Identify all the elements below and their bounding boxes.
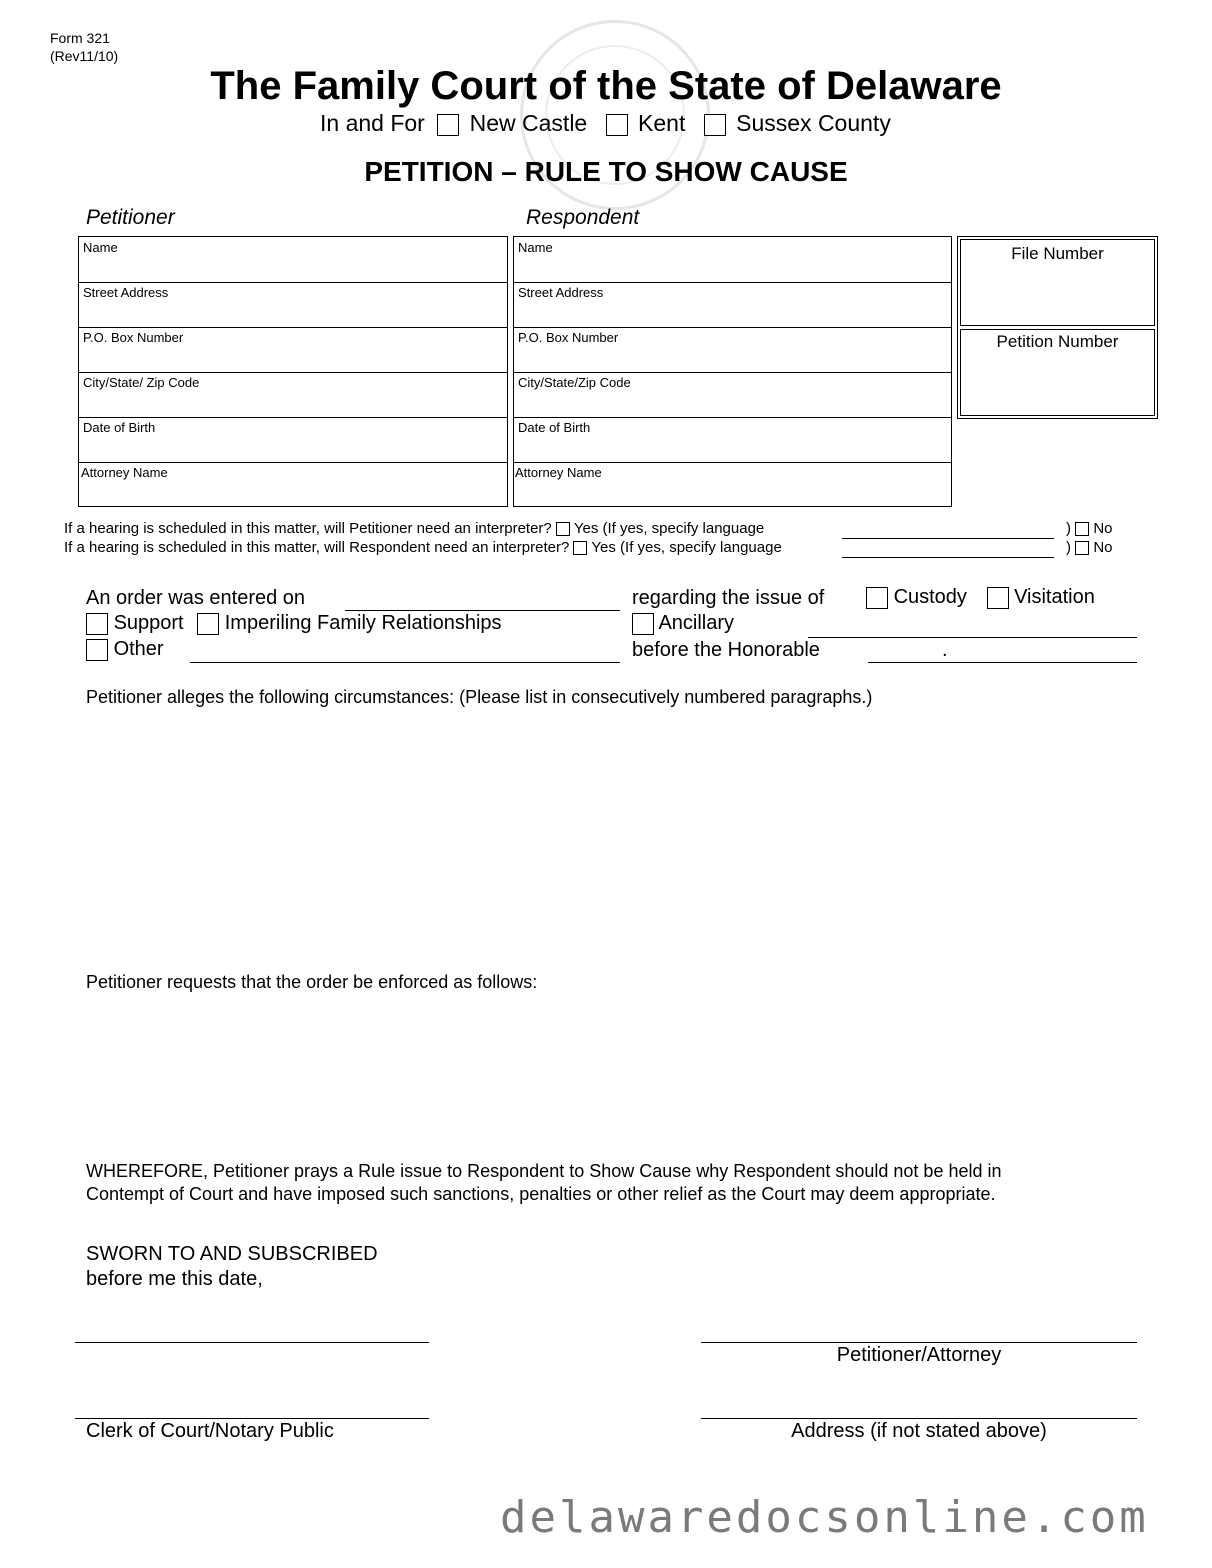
petition-number-label: Petition Number [996, 332, 1119, 351]
petitioner-interpreter-no-checkbox[interactable] [1075, 522, 1089, 536]
imperiling-label: Imperiling Family Relationships [224, 612, 502, 634]
wherefore-line-2: Contempt of Court and have imposed such sanctions, penalties or other relief as the Court may deem appropriate. [86, 1184, 996, 1204]
court-title: The Family Court of the State of Delaware [210, 64, 1002, 108]
petition-title: PETITION – RULE TO SHOW CAUSE [364, 156, 848, 187]
new-castle-label: New Castle [469, 110, 588, 136]
sussex-label: Sussex County [736, 110, 891, 136]
enforcement-area[interactable] [86, 1004, 1136, 1154]
visitation-label: Visitation [1014, 586, 1095, 608]
other-label: Other [113, 638, 164, 660]
form-revision: (Rev11/10) [50, 48, 119, 64]
ancillary-row [632, 612, 734, 635]
respondent-close-paren: ) [1066, 539, 1071, 556]
ancillary-line[interactable] [808, 637, 1137, 638]
alleges-instruction: Petitioner alleges the following circumstances: (Please list in consecutively numbered paragraphs.) [86, 687, 873, 707]
custody-checkbox[interactable] [866, 587, 888, 609]
respondent-pobox-field[interactable] [514, 327, 951, 372]
sussex-checkbox[interactable] [704, 114, 726, 136]
petitioner-attorney-label: Attorney Name [81, 465, 168, 480]
judge-period: . [942, 639, 948, 661]
other-line[interactable] [190, 662, 620, 663]
clerk-signature-line[interactable] [75, 1418, 429, 1419]
address-line[interactable] [701, 1418, 1137, 1419]
petitioner-interpreter-yes-checkbox[interactable] [556, 522, 570, 536]
judge-line[interactable] [868, 662, 1137, 663]
respondent-attorney-label: Attorney Name [515, 465, 602, 480]
address-label: Address (if not stated above) [791, 1420, 1047, 1442]
custody-label: Custody [893, 586, 967, 608]
respondent-name-field[interactable] [514, 237, 951, 282]
respondent-interpreter-yes-label: Yes (If yes, specify language [591, 539, 782, 556]
court-numbers-box [957, 236, 1158, 419]
respondent-interpreter-question: If a hearing is scheduled in this matter, will Respondent need an interpreter? [64, 539, 570, 556]
petitioner-interpreter-question: If a hearing is scheduled in this matter, will Petitioner need an interpreter? [64, 520, 552, 537]
respondent-interpreter-row [64, 539, 782, 556]
petitioner-interpreter-row [64, 520, 764, 537]
wherefore-line-1: WHEREFORE, Petitioner prays a Rule issue to Respondent to Show Cause why Respondent should not be held in [86, 1161, 1002, 1181]
issue-row-1 [866, 586, 1095, 609]
respondent-name-label: Name [518, 240, 553, 255]
form-number-block [50, 29, 118, 65]
site-watermark: delawaredocsonline.com [500, 1492, 1149, 1543]
petitioner-signature-line[interactable] [701, 1342, 1137, 1343]
notary-date-line[interactable] [75, 1342, 429, 1343]
wherefore-paragraph [86, 1160, 1002, 1206]
respondent-info-box [513, 236, 952, 507]
petitioner-interpreter-no [1066, 520, 1113, 537]
county-selection [320, 110, 891, 137]
respondent-pobox-label: P.O. Box Number [518, 330, 619, 345]
petitioner-street-field[interactable] [79, 282, 507, 327]
kent-checkbox[interactable] [606, 114, 628, 136]
petitioner-attorney-field[interactable] [79, 462, 507, 507]
petitioner-heading: Petitioner [86, 206, 175, 229]
issue-row-2 [86, 612, 502, 635]
regarding-label: regarding the issue of [632, 587, 825, 609]
support-label: Support [113, 612, 184, 634]
respondent-interpreter-no-label: No [1093, 539, 1113, 556]
petitioner-info-box [78, 236, 508, 507]
petitioner-interpreter-yes-label: Yes (If yes, specify language [573, 520, 765, 537]
ancillary-checkbox[interactable] [632, 613, 654, 635]
petitioner-city-label: City/State/ Zip Code [83, 375, 200, 390]
circumstances-area[interactable] [86, 720, 1136, 960]
clerk-label: Clerk of Court/Notary Public [86, 1420, 334, 1442]
respondent-interpreter-no-checkbox[interactable] [1075, 541, 1089, 555]
petitioner-language-line[interactable] [842, 538, 1054, 539]
order-entered-label: An order was entered on [86, 587, 306, 609]
respondent-street-field[interactable] [514, 282, 951, 327]
petitioner-dob-label: Date of Birth [83, 420, 156, 435]
ancillary-label: Ancillary [658, 612, 735, 634]
petitioner-pobox-label: P.O. Box Number [83, 330, 184, 345]
respondent-dob-field[interactable] [514, 417, 951, 462]
in-and-for-label: In and For [320, 110, 425, 136]
respondent-street-label: Street Address [518, 285, 604, 300]
file-number-label: File Number [1011, 244, 1104, 263]
petitioner-dob-field[interactable] [79, 417, 507, 462]
petitioner-city-field[interactable] [79, 372, 507, 417]
new-castle-checkbox[interactable] [437, 114, 459, 136]
support-checkbox[interactable] [86, 613, 108, 635]
sworn-line-2: before me this date, [86, 1268, 263, 1290]
petitioner-close-paren: ) [1066, 520, 1071, 537]
sworn-line-1: SWORN TO AND SUBSCRIBED [86, 1243, 378, 1265]
respondent-interpreter-yes-checkbox[interactable] [573, 541, 587, 555]
petitioner-attorney-label: Petitioner/Attorney [836, 1344, 1002, 1366]
file-number-field[interactable] [960, 239, 1155, 326]
petitioner-pobox-field[interactable] [79, 327, 507, 372]
petition-number-field[interactable] [960, 329, 1155, 416]
kent-label: Kent [638, 110, 686, 136]
petitioner-interpreter-no-label: No [1093, 520, 1113, 537]
requests-instruction: Petitioner requests that the order be enforced as follows: [86, 972, 538, 992]
petitioner-name-label: Name [83, 240, 118, 255]
petitioner-street-label: Street Address [83, 285, 169, 300]
petitioner-name-field[interactable] [79, 237, 507, 282]
respondent-attorney-field[interactable] [514, 462, 951, 507]
before-honorable-label: before the Honorable [632, 639, 820, 661]
respondent-interpreter-no [1066, 539, 1113, 556]
order-date-line[interactable] [345, 610, 620, 611]
respondent-dob-label: Date of Birth [518, 420, 591, 435]
sworn-block [86, 1242, 378, 1292]
other-row [86, 638, 164, 661]
respondent-city-label: City/State/Zip Code [518, 375, 631, 390]
respondent-city-field[interactable] [514, 372, 951, 417]
visitation-checkbox[interactable] [987, 587, 1009, 609]
respondent-heading: Respondent [526, 206, 640, 229]
imperiling-checkbox[interactable] [197, 613, 219, 635]
other-checkbox[interactable] [86, 639, 108, 661]
form-number: Form 321 [50, 30, 110, 46]
respondent-language-line[interactable] [842, 557, 1054, 558]
